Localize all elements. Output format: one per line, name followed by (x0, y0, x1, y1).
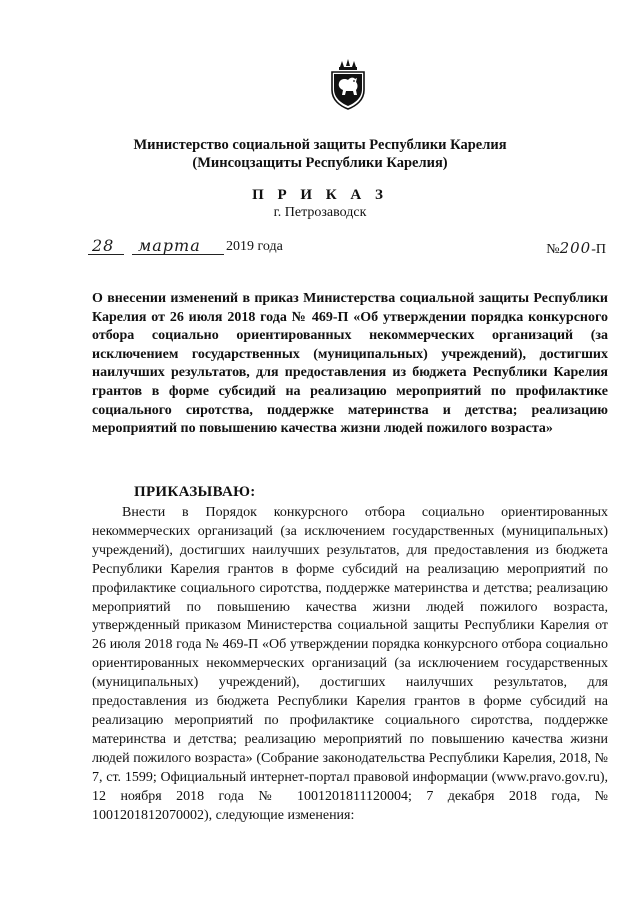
order-number (546, 239, 606, 258)
directive-heading: ПРИКАЗЫВАЮ: (134, 484, 256, 500)
order-title: О внесении изменений в приказ Министерства социальной защиты Республики Карелия от 26 июля 2018 года № 469-П «Об утверждении порядка конкурсного отбора социально ориентированных некоммерческих организаций (за исключением государственных (муниципальных) учреждений), достигших наилучших результатов, для предоставления из бюджета Республики Карелия грантов в форме субсидий на реализацию мероприятий по профилактике социального сиротства, поддержке материнства и детства; реализацию мероприятий по повышению качества жизни людей пожилого возраста» (92, 291, 608, 437)
date-number-row (88, 236, 608, 262)
body-paragraph: Внести в Порядок конкурсного отбора социально ориентированных некоммерческих организаций (за исключением государственных (муниципальных) учреждений), достигших наилучших результатов, для предоставления из бюджета Республики Карелия грантов в форме субсидий на реализацию мероприятий по профилактике социального сиротства, поддержке материнства и детства; реализацию мероприятий по повышению качества жизни людей пожилого возраста, утвержденный приказом Министерства социальной защиты Республики Карелия от 26 июля 2018 года № 469-П «Об утверждении порядка конкурсного отбора социально ориентированных некоммерческих организаций (за исключением государственных (муниципальных) учреждений), достигших наилучших результатов, для предоставления из бюджета Республики Карелия грантов в форме субсидий на реализацию мероприятий по профилактике социального сиротства, поддержке материнства и детства; реализацию мероприятий по повышению качества жизни людей пожилого возраста» (Собрание законодательства Республики Карелия, 2018, № 7, ст. 1599; Официальный интернет-портал правовой информации (www.pravo.gov.ru), 12 ноября 2018 года № 1001201811120004; 7 декабря 2018 года, № 1001201812070002), следующие изменения: (92, 505, 608, 823)
order-number-handwritten: 200 (559, 239, 592, 257)
ministry-name: Министерство социальной защиты Республики Карелия (133, 137, 507, 153)
karelia-coat-of-arms-icon (328, 58, 368, 110)
order-number-suffix: -П (591, 242, 606, 257)
order-number-prefix: № (546, 242, 560, 257)
date-day-underline (88, 254, 124, 255)
ministry-short-name: (Минсоцзащиты Республики Карелия) (192, 155, 448, 171)
date-day-handwritten: 28 (92, 236, 115, 255)
date-year: 2019 года (226, 239, 283, 254)
date-month-underline (132, 254, 224, 255)
date-month-handwritten: марта (138, 236, 201, 255)
document-type: П Р И К А З (252, 187, 388, 203)
document-city: г. Петрозаводск (273, 205, 367, 220)
